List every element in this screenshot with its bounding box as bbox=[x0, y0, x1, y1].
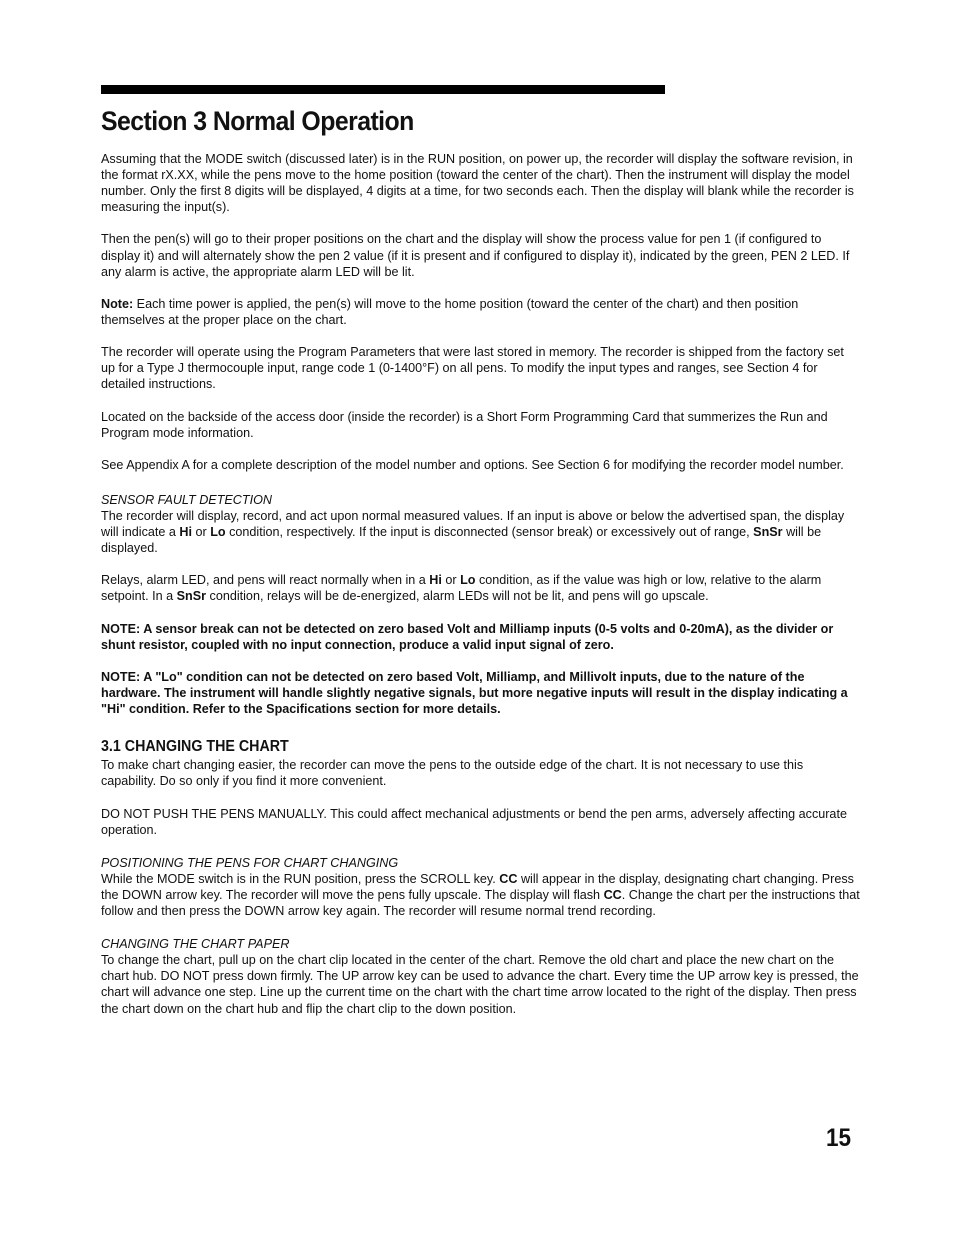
sf-text-2c: condition, relays will be de-energized, alarm LEDs will not be lit, and pens will go upscale. bbox=[206, 589, 709, 604]
pos-text-b: will appear in the display, designating chart changing. Press the DOWN arrow key. The recorder will move the pens fully upscale. The display will flash bbox=[101, 871, 854, 902]
snsr-term: SnSr bbox=[176, 589, 207, 604]
chart-change-paragraph-1: To make chart changing easier, the recorder can move the pens to the outside edge of the chart. It is not necessary to use this capability. Do so only if you find it more convenient. bbox=[101, 758, 804, 789]
sf-text-1b: condition, respectively. If the input is disconnected (sensor break) or excessively out of range, bbox=[225, 525, 754, 540]
paper-paragraph: To change the chart, pull up on the chart clip located in the center of the chart. Remove the old chart and place the new chart on the chart hub. DO NOT press down firmly. The UP arrow key can be used to advance the chart. Every time the UP arrow key is pressed, the chart will advance one step. Line up the current time on the chart with the chart time arrow located to the right of the display. Then press the chart down on the chart hub and flip the chart clip to the down position. bbox=[101, 953, 859, 1016]
card-paragraph: Located on the backside of the access door (inside the recorder) is a Short Form Programming Card that summerizes the Run and Program mode information. bbox=[101, 409, 828, 440]
pos-text-c: . Change the chart per the instructions that follow and then press the DOWN arrow key again. The recorder will resume normal trend recording. bbox=[101, 887, 860, 919]
positioning-heading: POSITIONING THE PENS FOR CHART CHANGING bbox=[101, 855, 399, 870]
lo-condition-note-text: NOTE: A "Lo" condition can not be detected on zero based Volt, Milliamp, and Millivolt inputs, due to the nature of the hardware. The instrument will handle slightly negative signals, but more negative inputs will result in the display indicating a "Hi" condition. Refer to the Spacifications section for more details. bbox=[101, 669, 848, 717]
hi-term: Hi bbox=[429, 573, 442, 588]
paper-heading: CHANGING THE CHART PAPER bbox=[101, 937, 290, 952]
note-paragraph bbox=[101, 296, 861, 328]
or-text: or bbox=[192, 525, 211, 540]
lo-term: Lo bbox=[210, 525, 226, 540]
sf-text-1c: will be displayed. bbox=[101, 525, 822, 556]
positioning-paragraph bbox=[101, 871, 861, 919]
sensor-fault-paragraph-1 bbox=[101, 508, 861, 556]
lo-term: Lo bbox=[460, 573, 476, 588]
sensor-fault-heading: SENSOR FAULT DETECTION bbox=[101, 492, 272, 507]
cc-term: CC bbox=[499, 871, 518, 886]
intro-paragraph-2: Then the pen(s) will go to their proper positions on the chart and the display will show the process value for pen 1 (if configured to display it) and will alternately show the pen 2 value (if it is present and if configured to display it), indicated by the green, PEN 2 LED. If any alarm is active, the appropriate alarm LED will be lit. bbox=[101, 232, 850, 279]
hi-term: Hi bbox=[179, 525, 192, 540]
page-content bbox=[101, 85, 861, 1033]
sf-text-2a: Relays, alarm LED, and pens will react normally when in a bbox=[101, 573, 430, 588]
sensor-fault-paragraph-2 bbox=[101, 572, 861, 604]
section-rule bbox=[101, 85, 665, 94]
sensor-break-note-text: NOTE: A sensor break can not be detected on zero based Volt and Milliamp inputs (0-5 volts and 0-20mA), as the divider or shunt resistor, coupled with no input connection, produce a valid input signal of zero. bbox=[101, 621, 834, 652]
sf-text-2b: condition, as if the value was high or low, relative to the alarm setpoint. In a bbox=[101, 573, 822, 604]
or-text: or bbox=[441, 573, 461, 588]
note-text: Each time power is applied, the pen(s) will move to the home position (toward the center of the chart) and then position themselves at the proper place on the chart. bbox=[101, 296, 799, 327]
section-title: Section 3 Normal Operation bbox=[101, 106, 414, 136]
page-number: 15 bbox=[826, 1124, 852, 1152]
cc-term: CC bbox=[603, 887, 622, 902]
program-paragraph: The recorder will operate using the Program Parameters that were last stored in memory. The recorder is shipped from the factory set up for a Type J thermocouple input, range code 1 (0-1400°F) on all pens. To modify the input types and ranges, see Section 4 for detailed instructions. bbox=[101, 345, 844, 392]
subsection-heading: 3.1 CHANGING THE CHART bbox=[101, 738, 289, 756]
note-label: Note: bbox=[101, 296, 134, 311]
intro-paragraph-1: Assuming that the MODE switch (discussed later) is in the RUN position, on power up, the recorder will display the software revision, in the format rX.XX, while the pens move to the home position (toward the center of the chart). Then the instrument will display the model number. Only the first 8 digits will be displayed, 4 digits at a time, for two seconds each. Then the display will blank while the recorder is measuring the input(s). bbox=[101, 152, 854, 215]
sensor-break-note bbox=[101, 621, 861, 653]
appendix-paragraph: See Appendix A for a complete description of the model number and options. See Section 6 for modifying the recorder model number. bbox=[101, 457, 844, 472]
pos-text-a: While the MODE switch is in the RUN position, press the SCROLL key. bbox=[101, 871, 500, 886]
sf-text-1a: The recorder will display, record, and act upon normal measured values. If an input is above or below the advertised span, the display will indicate a bbox=[101, 508, 845, 540]
snsr-term: SnSr bbox=[753, 525, 783, 540]
lo-condition-note bbox=[101, 669, 861, 717]
document-body bbox=[101, 151, 861, 1017]
chart-change-paragraph-2: DO NOT PUSH THE PENS MANUALLY. This could affect mechanical adjustments or bend the pen arms, adversely affecting accurate operation. bbox=[101, 806, 847, 837]
